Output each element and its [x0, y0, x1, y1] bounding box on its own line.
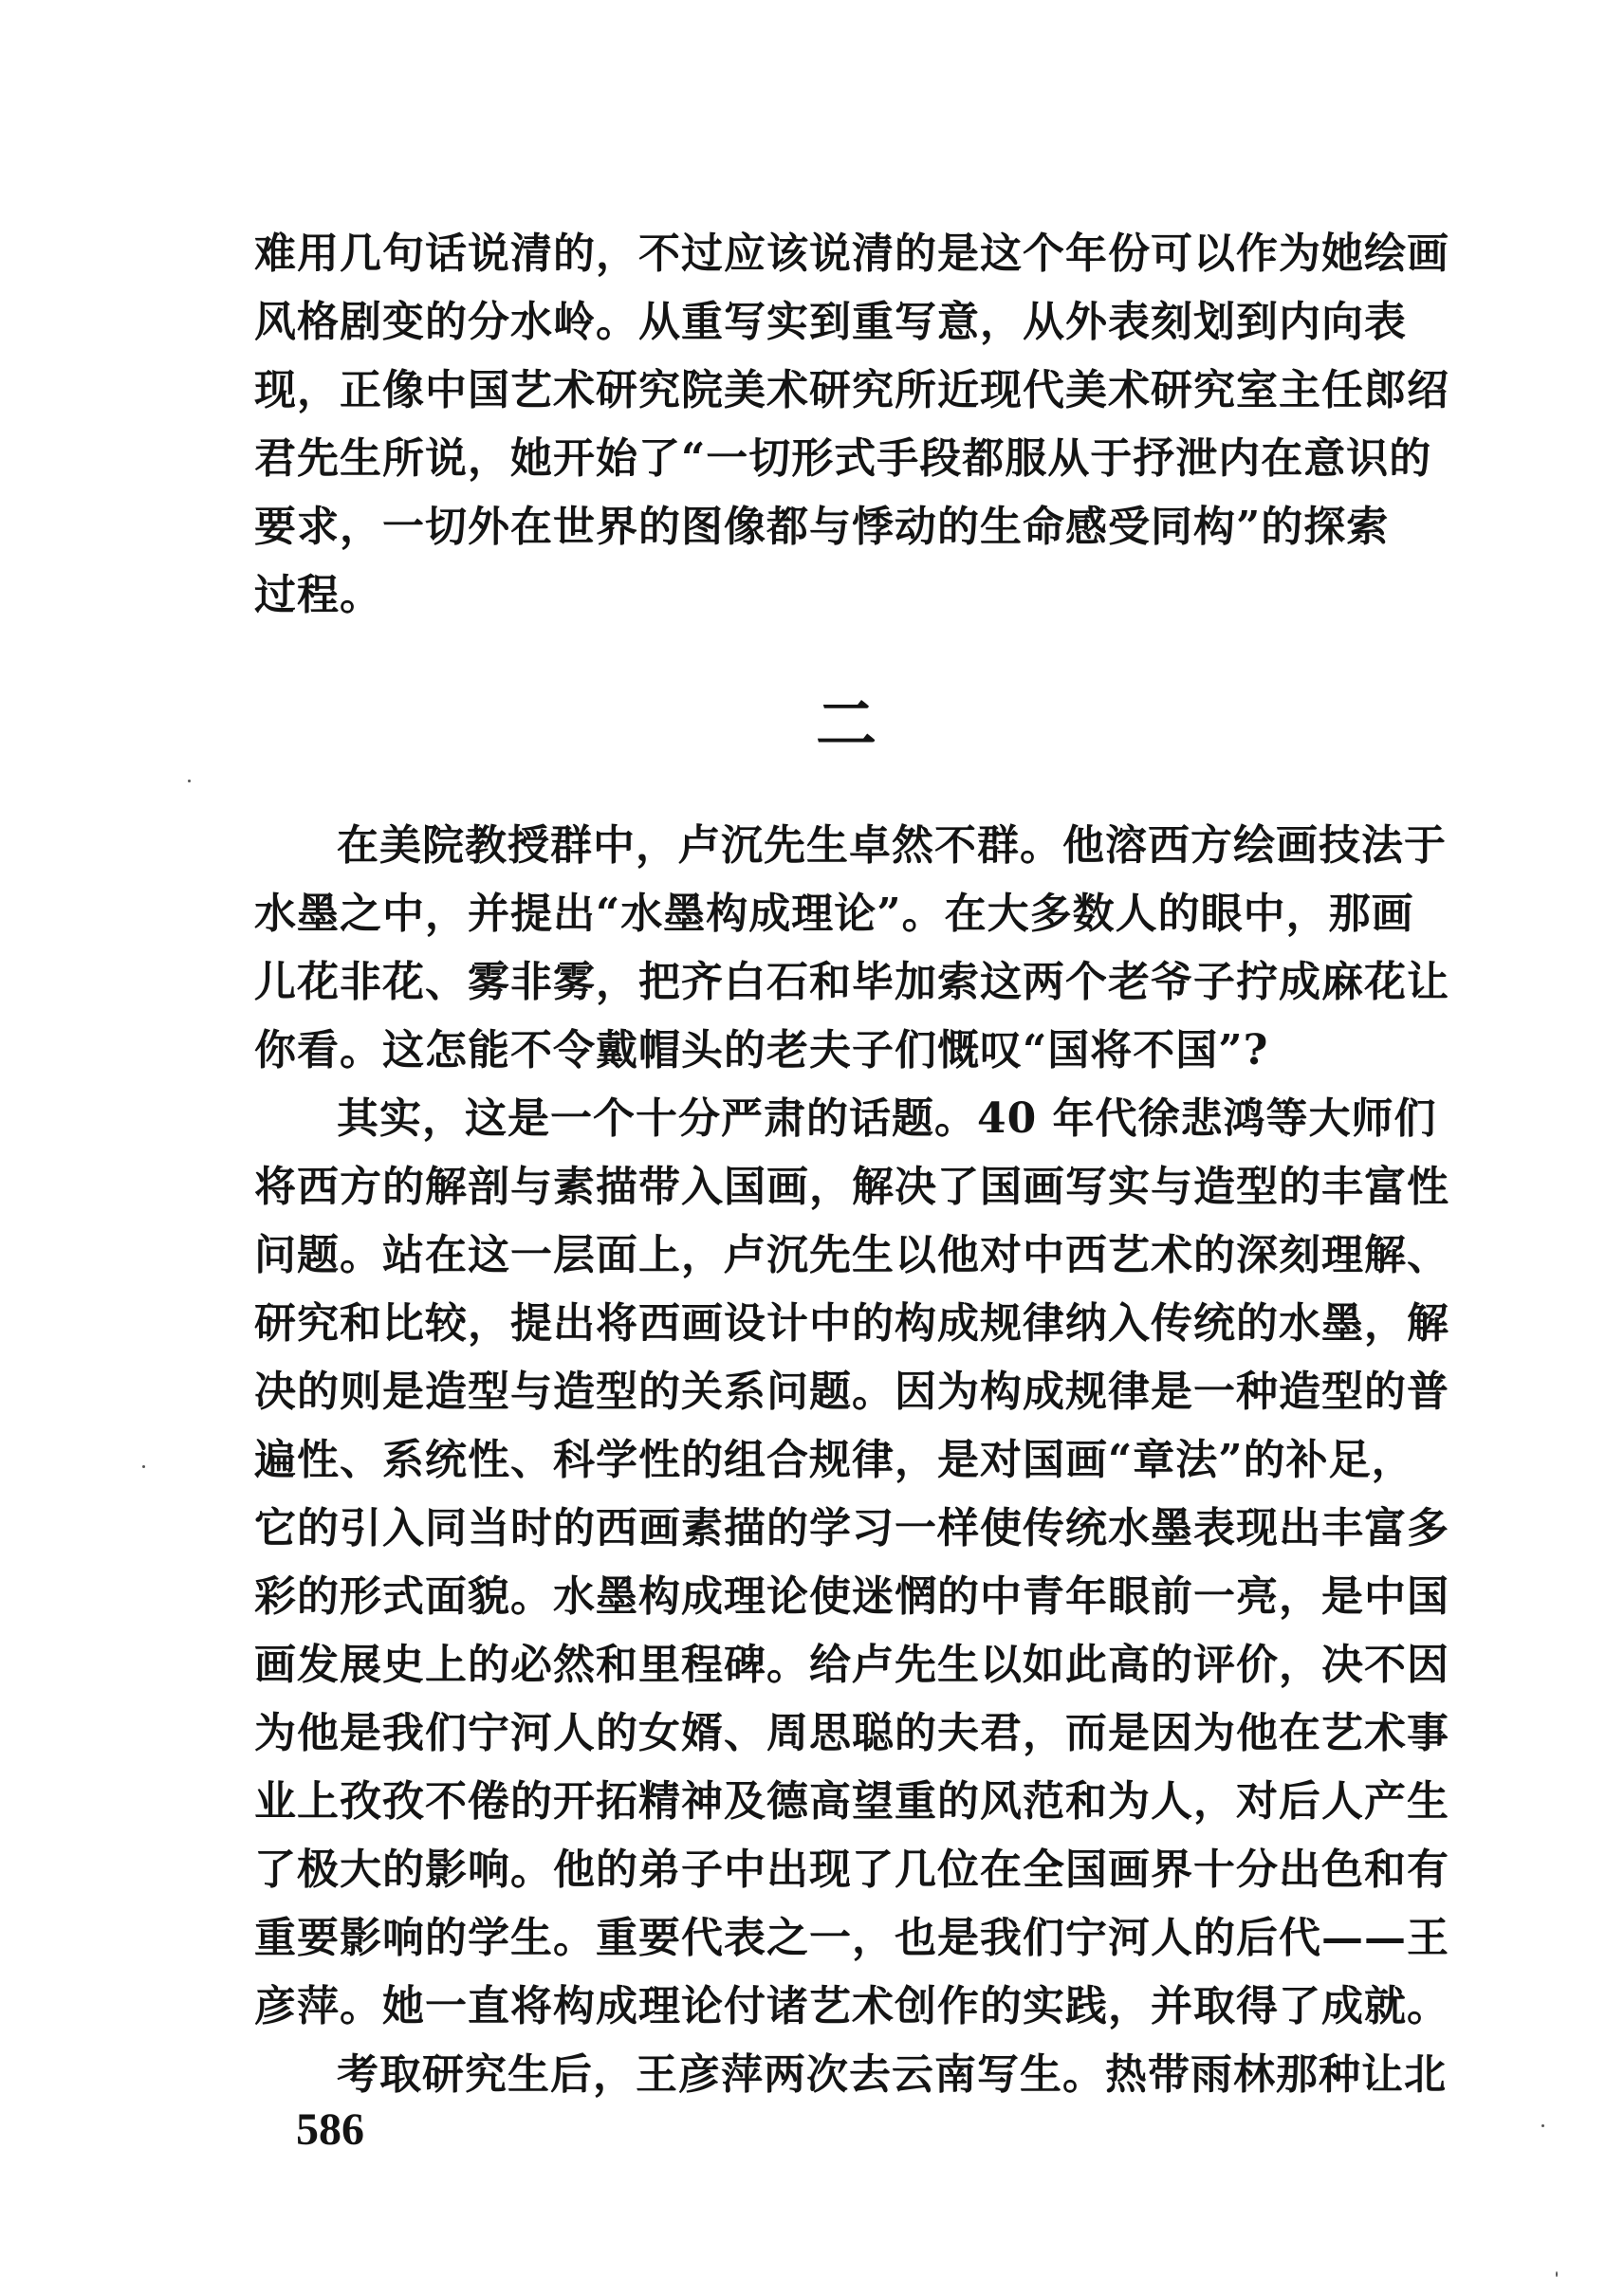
paragraph-3-line-4: 研究和比较，提出将西画设计中的构成规律纳入传统的水墨，解 — [254, 1299, 1449, 1348]
scan-speck — [142, 1465, 145, 1468]
paragraph-3-line-5: 决的则是造型与造型的关系问题。因为构成规律是一种造型的普 — [254, 1368, 1449, 1416]
paragraph-1-line-3: 现，正像中国艺术研究院美术研究所近现代美术研究室主任郎绍 — [254, 366, 1449, 414]
paragraph-3-line-14: 彦萍。她一直将构成理论付诸艺术创作的实践，并取得了成就。 — [254, 1982, 1449, 2030]
paragraph-3-line-1: 其实，这是一个十分严肃的话题。40 年代徐悲鸿等大师们 — [337, 1094, 1437, 1143]
paragraph-2-line-4: 你看。这怎能不令戴帽头的老夫子们慨叹“国将不国”? — [254, 1026, 1269, 1075]
scan-speck — [1541, 2124, 1544, 2127]
paragraph-2-line-2: 水墨之中，并提出“水墨构成理论”。在大多数人的眼中，那画 — [254, 890, 1414, 938]
paragraph-3-line-2: 将西方的解剖与素描带入国画，解决了国画写实与造型的丰富性 — [254, 1163, 1449, 1211]
paragraph-1-line-1: 难用几句话说清的，不过应该说清的是这个年份可以作为她绘画 — [254, 230, 1449, 278]
paragraph-3-line-3: 问题。站在这一层面上，卢沉先生以他对中西艺术的深刻理解、 — [254, 1231, 1449, 1279]
paragraph-2-line-1: 在美院教授群中，卢沉先生卓然不群。他溶西方绘画技法于 — [337, 821, 1447, 870]
paragraph-3-line-13: 重要影响的学生。重要代表之一，也是我们宁河人的后代——王 — [254, 1914, 1449, 1962]
scan-speck — [188, 780, 191, 782]
paragraph-1-line-2: 风格剧变的分水岭。从重写实到重写意，从外表刻划到内向表 — [254, 298, 1407, 346]
paragraph-1-line-5: 要求，一切外在世界的图像都与悸动的生命感受同构”的探索 — [254, 503, 1390, 551]
paragraph-2-line-3: 儿花非花、雾非雾，把齐白石和毕加索这两个老爷子拧成麻花让 — [254, 958, 1449, 1006]
paragraph-3-line-6: 遍性、系统性、科学性的组合规律，是对国画“章法”的补足， — [254, 1436, 1414, 1484]
paragraph-3-line-8: 彩的形式面貌。水墨构成理论使迷惘的中青年眼前一亮，是中国 — [254, 1572, 1449, 1621]
paragraph-4-line-1: 考取研究生后，王彦萍两次去云南写生。热带雨林那种让北 — [337, 2050, 1447, 2099]
scan-speck — [1556, 2271, 1558, 2277]
paragraph-3-line-7: 它的引入同当时的西画素描的学习一样使传统水墨表现出丰富多 — [254, 1504, 1449, 1552]
paragraph-3-line-11: 业上孜孜不倦的开拓精神及德高望重的风范和为人，对后人产生 — [254, 1777, 1449, 1826]
section-heading: 二 — [816, 689, 877, 761]
paragraph-1-line-6: 过程。 — [254, 571, 382, 619]
paragraph-1-line-4: 君先生所说，她开始了“一切形式手段都服从于抒泄内在意识的 — [254, 434, 1432, 483]
paragraph-3-line-10: 为他是我们宁河人的女婿、周思聪的夫君，而是因为他在艺术事 — [254, 1709, 1449, 1757]
page-number: 586 — [296, 2104, 364, 2155]
paragraph-3-line-9: 画发展史上的必然和里程碑。给卢先生以如此高的评价，决不因 — [254, 1641, 1449, 1689]
paragraph-3-line-12: 了极大的影响。他的弟子中出现了几位在全国画界十分出色和有 — [254, 1846, 1449, 1894]
